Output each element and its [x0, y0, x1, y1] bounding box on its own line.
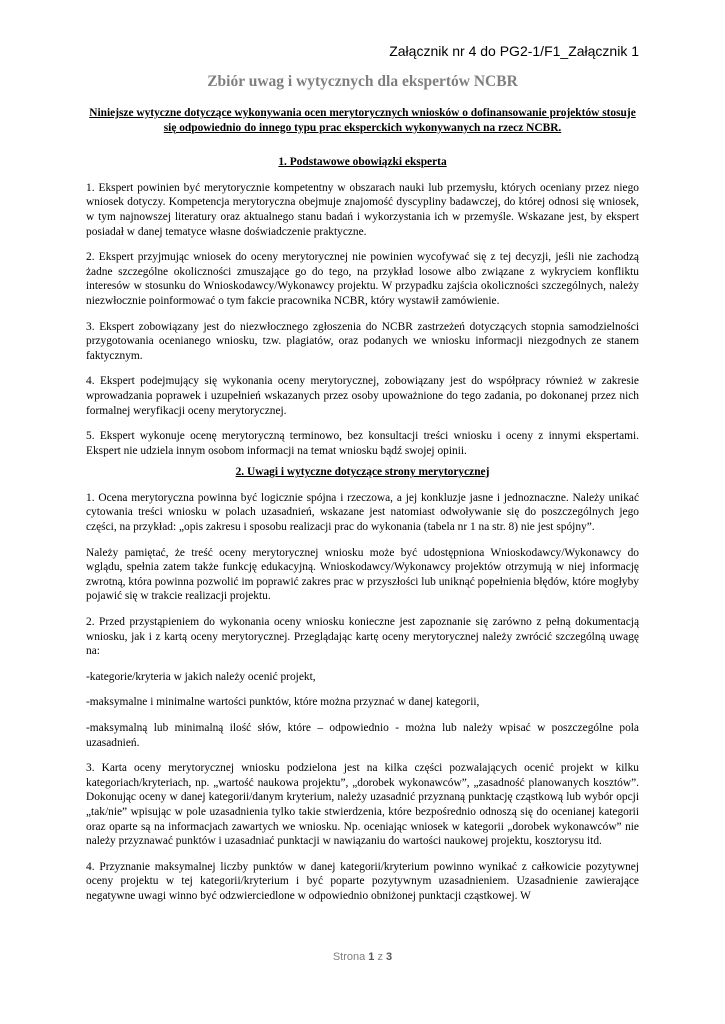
section-1-paragraph: 3. Ekspert zobowiązany jest do niezwłocznego zgłoszenia do NCBR zastrzeżeń dotyczących stopnia samodzielności przygotowania ocenianego wniosku, tzw. plagiatów, oraz podanych we wniosku informacji niezgodnych ze stanem faktycznym. [86, 320, 639, 362]
section-1-paragraph: 2. Ekspert przyjmując wniosek do oceny merytorycznej nie powinien wycofywać się z tej decyzji, jeśli nie zachodzą żadne szczególne okoliczności zmuszające go do tego, na przykład losowe albo związane z wykryciem konfliktu interesów w stosunku do Wnioskodawcy/Wykonawcy projektu. W przypadku zajścia okoliczności szczególnych, należy niezwłocznie poinformować o tym fakcie pracownika NCBR, który wystawił zamówienie. [86, 251, 639, 307]
page-number-footer [0, 951, 725, 963]
section-1-paragraph: 1. Ekspert powinien być merytorycznie kompetentny w obszarach nauki lub przemysłu, których oceniany przez niego wniosek dotyczy. Kompetencja merytoryczna obejmuje znajomość dyscypliny badawczej, do której odnosi się wniosek, w tym najnowszej literatury oraz aktualnego stanu badań i wykorzystania ich w przemyśle. Wskazane jest, by ekspert posiadał w danej tematyce własne doświadczenie praktyczne. [86, 181, 639, 238]
section-2-paragraph: Należy pamiętać, że treść oceny merytorycznej wniosku może być udostępniona Wnioskodawcy/Wykonawcy do wglądu, spełnia zatem także funkcję edukacyjną. Wnioskodawcy/Wykonawcy projektów otrzymują w niej informację zwrotną, która powinna pozwolić im poprawić zakres prac w przyszłości lub uniknąć popełnienia błędów, które mogłyby pojawić się w trakcie realizacji projektu. [86, 546, 639, 603]
section-2-paragraph: 4. Przyznanie maksymalnej liczby punktów w danej kategorii/kryterium powinno wynikać z całkowicie pozytywnej oceny projektu w tej kategorii/kryterium i być poparte pozytywnym uzasadnieniem. Uzasadnienie zawierające negatywne uwagi winno być odzwierciedlone w odpowiednio obniżonej punktacji cząstkowej. W [86, 860, 639, 902]
section-2-list-item: -maksymalne i minimalne wartości punktów, które można przyznać w danej kategorii, [86, 696, 480, 709]
section-2-paragraph: 1. Ocena merytoryczna powinna być logicznie spójna i rzeczowa, a jej konkluzje jasne i jednoznaczne. Należy unikać cytowania treści wniosku w polach uzasadnień, wskazane jest natomiast odwoływanie się do poszczególnych jego części, na przykład: „opis zakresu i sposobu realizacji prac do wykonania (tabela nr 1 na str. 8) nie jest spójny”. [86, 491, 639, 534]
section-2-paragraph: 3. Karta oceny merytorycznej wniosku podzielona jest na kilka części pozwalających ocenić projekt w kilku kategoriach/kryteriach, np. „wartość naukowa projektu”, „dorobek wykonawców”, „zasadność planowanych kosztów”. Dokonując oceny w danej kategorii/danym kryterium, należy uzasadnić przyznaną punktację cząstkową lub wybór opcji „tak/nie” wpisując w pole uzasadnienia tylko takie stwierdzenia, które bezpośrednio odnoszą się do ocenianej kategorii oraz oparte są na informacjach zawartych we wniosku. Np. oceniając wniosek w kategorii „dorobek wykonawców” nie należy przyznawać punktów i uzasadniać punktacji w nawiązaniu do wartości naukowej projektu, kosztorysu itd. [86, 762, 639, 848]
current-page-number: 1 [368, 951, 375, 963]
section-1-paragraph: 5. Ekspert wykonuje ocenę merytoryczną terminowo, bez konsultacji treści wniosku i oceny z innymi ekspertami. Ekspert nie udziela innym osobom informacji na temat wniosku bądź swojej opinii. [86, 430, 639, 457]
section-1-heading: 1. Podstawowe obowiązki eksperta [278, 156, 447, 169]
document-title: Zbiór uwag i wytycznych dla ekspertów NCBR [207, 73, 518, 90]
total-pages-number: 3 [386, 951, 393, 963]
intro-statement: Niniejsze wytyczne dotyczące wykonywania ocen merytorycznych wniosków o dofinansowanie projektów stosuje się odpowiednio do innego typu prac eksperckich wykonywanych na rzecz NCBR. [89, 107, 636, 134]
page-separator: z [377, 951, 383, 963]
page-label: Strona [332, 951, 366, 963]
document-body [86, 106, 639, 915]
annex-reference: Załącznik nr 4 do PG2-1/F1_Załącznik 1 [389, 43, 639, 59]
section-2-list-item: -maksymalną lub minimalną ilość słów, które – odpowiednio - można lub należy wpisać w poszczególne pola uzasadnień. [86, 722, 639, 749]
section-1-paragraph: 4. Ekspert podejmujący się wykonania oceny merytorycznej, zobowiązany jest do współpracy również w zakresie wprowadzania poprawek i uzupełnień wskazanych przez osoby upoważnione do tego zadania, po dokonanej przez nich formalnej weryfikacji oceny merytorycznej. [86, 375, 639, 417]
section-2-paragraph: 2. Przed przystąpieniem do wykonania oceny wniosku konieczne jest zapoznanie się zarówno z pełną dokumentacją wniosku, jak i z kartą oceny merytorycznej. Przeglądając kartę oceny merytorycznej należy zwrócić szczególną uwagę na: [86, 616, 639, 658]
section-2-heading: 2. Uwagi i wytyczne dotyczące strony merytorycznej [235, 466, 490, 479]
section-2-list-item: -kategorie/kryteria w jakich należy ocenić projekt, [86, 670, 316, 683]
